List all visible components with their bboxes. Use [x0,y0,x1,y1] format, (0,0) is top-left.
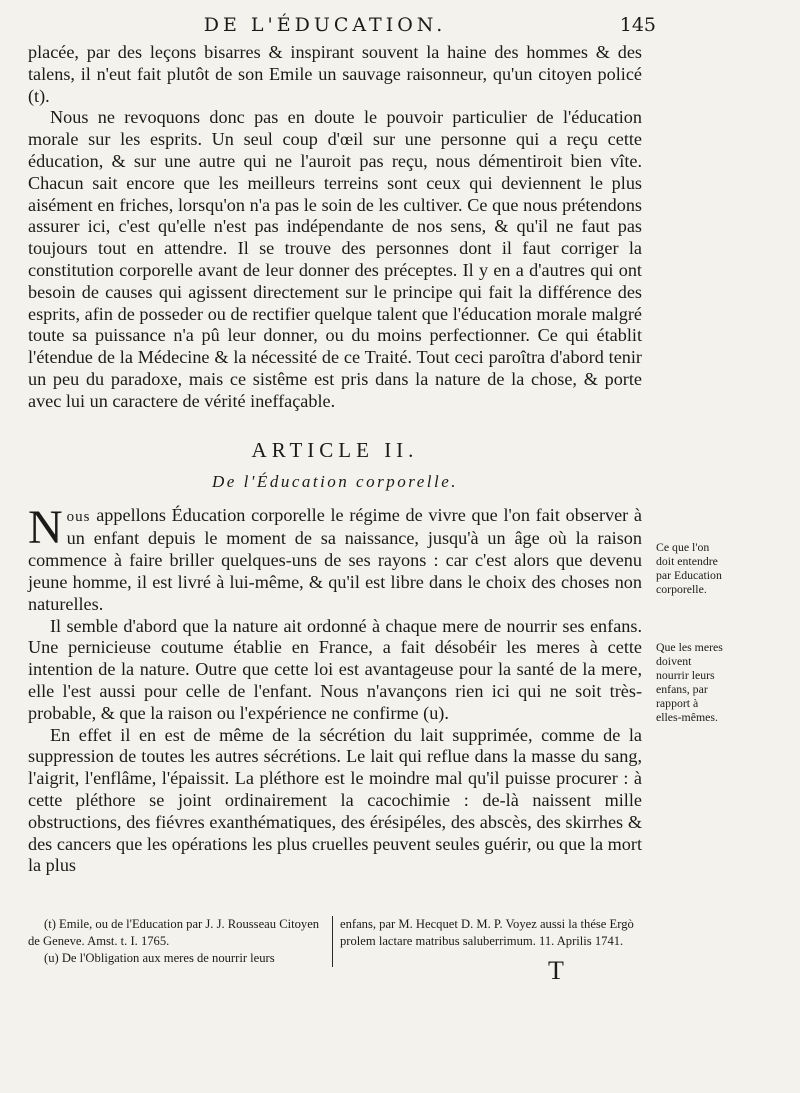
running-title: DE L'ÉDUCATION. [203,14,447,36]
footnote-column-left [28,916,333,967]
paragraph-2: Nous ne revoquons donc pas en doute le pouvoir particulier de l'éducation morale sur les esprits. Un seul coup d'œil sur une personne qui a reçu cette éducation, & sur une autre qui ne l'auroit pas reçu, nous démentiroit bien vîte. Chacun sait encore que les meilleurs terreins sont ceux qui deviennent le plus aisément en friches, lorsqu'on n'a pas le soin de les cultiver. Ce que nous prétendons assurer ici, c'est qu'elle n'est pas indépendante de nos sens, & qu'il ne faut pas toujours tout en attendre. Il se trouve des personnes dont il faut corriger la constitution corporelle avant de leur donner des préceptes. Il y en a d'autres qui ont besoin de causes qui agissent directement sur le principe qui fait la différence des esprits, afin de posseder ou de rectifier quelque talent que l'éducation morale malgré toute sa puissance n'a pû leur donner, ou du moins perfectionner. Ce qui établit l'étendue de la Médecine & la nécessité de ce Traité. Tout ceci paroîtra d'abord tenir un peu du paradoxe, mais ce sistême est pris dans la nature de la chose, & porte avec lui un caractere de vérité ineffaçable. [28,107,642,411]
article-heading: ARTICLE II. [251,437,419,462]
footnote-u: (u) De l'Obligation aux meres de nourrir leurs [44,951,275,965]
paragraph-1: placée, par des leçons bisarres & inspirant souvent la haine des hommes & des talens, il n'eut fait plutôt de son Emile un sauvage raisonneur, qu'un citoyen policé (t). [28,42,642,106]
margin-note-mothers: Que les meres doivent nourrir leurs enfans, par rapport à elles-mêmes. [656,640,723,724]
margin-note-education: Ce que l'on doit entendre par Education corporelle. [656,540,722,596]
footnote-u-continued: enfans, par M. Hecquet D. M. P. Voyez aussi la thése Ergò prolem lactare matribus saluberrimum. 11. Aprilis 1741. [340,917,634,948]
paragraph-3-wrap [28,500,642,616]
paragraph-4: Il semble d'abord que la nature ait ordonné à chaque mere de nourrir ses enfans. Une pernicieuse coutume établie en France, a fait désobéir les meres à cette intention de la nature. Outre que cette loi est avantageuse pour la santé de la mere, elle l'est aussi pour celle de l'enfant. Nous n'avançons rien ici qui ne soit très-probable, & que la raison ou l'expérience ne confirme (u). [28,615,642,723]
paragraph-3-text: appellons Éducation corporelle le régime de vivre que l'on fait observer à un enfant depuis le moment de sa naissance, jusqu'à un âge où la raison commence à faire briller quelques-uns de ses rayons : car c'est alors que devenu jeune homme, il est livré à lui-même, & qu'il est libre dans le choix des choses non naturelles. [28,504,642,614]
paragraph-5: En effet il en est de même de la sécrétion du lait supprimée, comme de la suppression de toutes les autres sécrétions. Le lait qui reflue dans la masse du sang, l'aigrit, l'enflâme, l'épaissit. La pléthore est le moindre mal qu'il puisse procurer : à cette pléthore se joint ordinairement la cacochimie : de-là naissent mille obstructions, des fiévres exanthématiques, des érésipéles, des abscès, des skirrhes & des cancers que les opérations les plus cruelles peuvent seules guérir, ou que la mort la plus [28,724,642,876]
small-caps-word: ous [66,508,91,525]
drop-cap: N [28,500,63,554]
page-number: 145 [619,14,656,36]
signature-mark: T [548,956,564,985]
footnote-column-right [340,916,638,950]
paragraph-3 [28,500,642,616]
footnote-t: (t) Emile, ou de l'Education par J. J. Rousseau Citoyen de Geneve. Amst. t. I. 1765. [28,917,320,948]
main-text [28,42,642,877]
section-title: De l'Éducation corporelle. [212,471,458,491]
running-head [0,8,800,38]
